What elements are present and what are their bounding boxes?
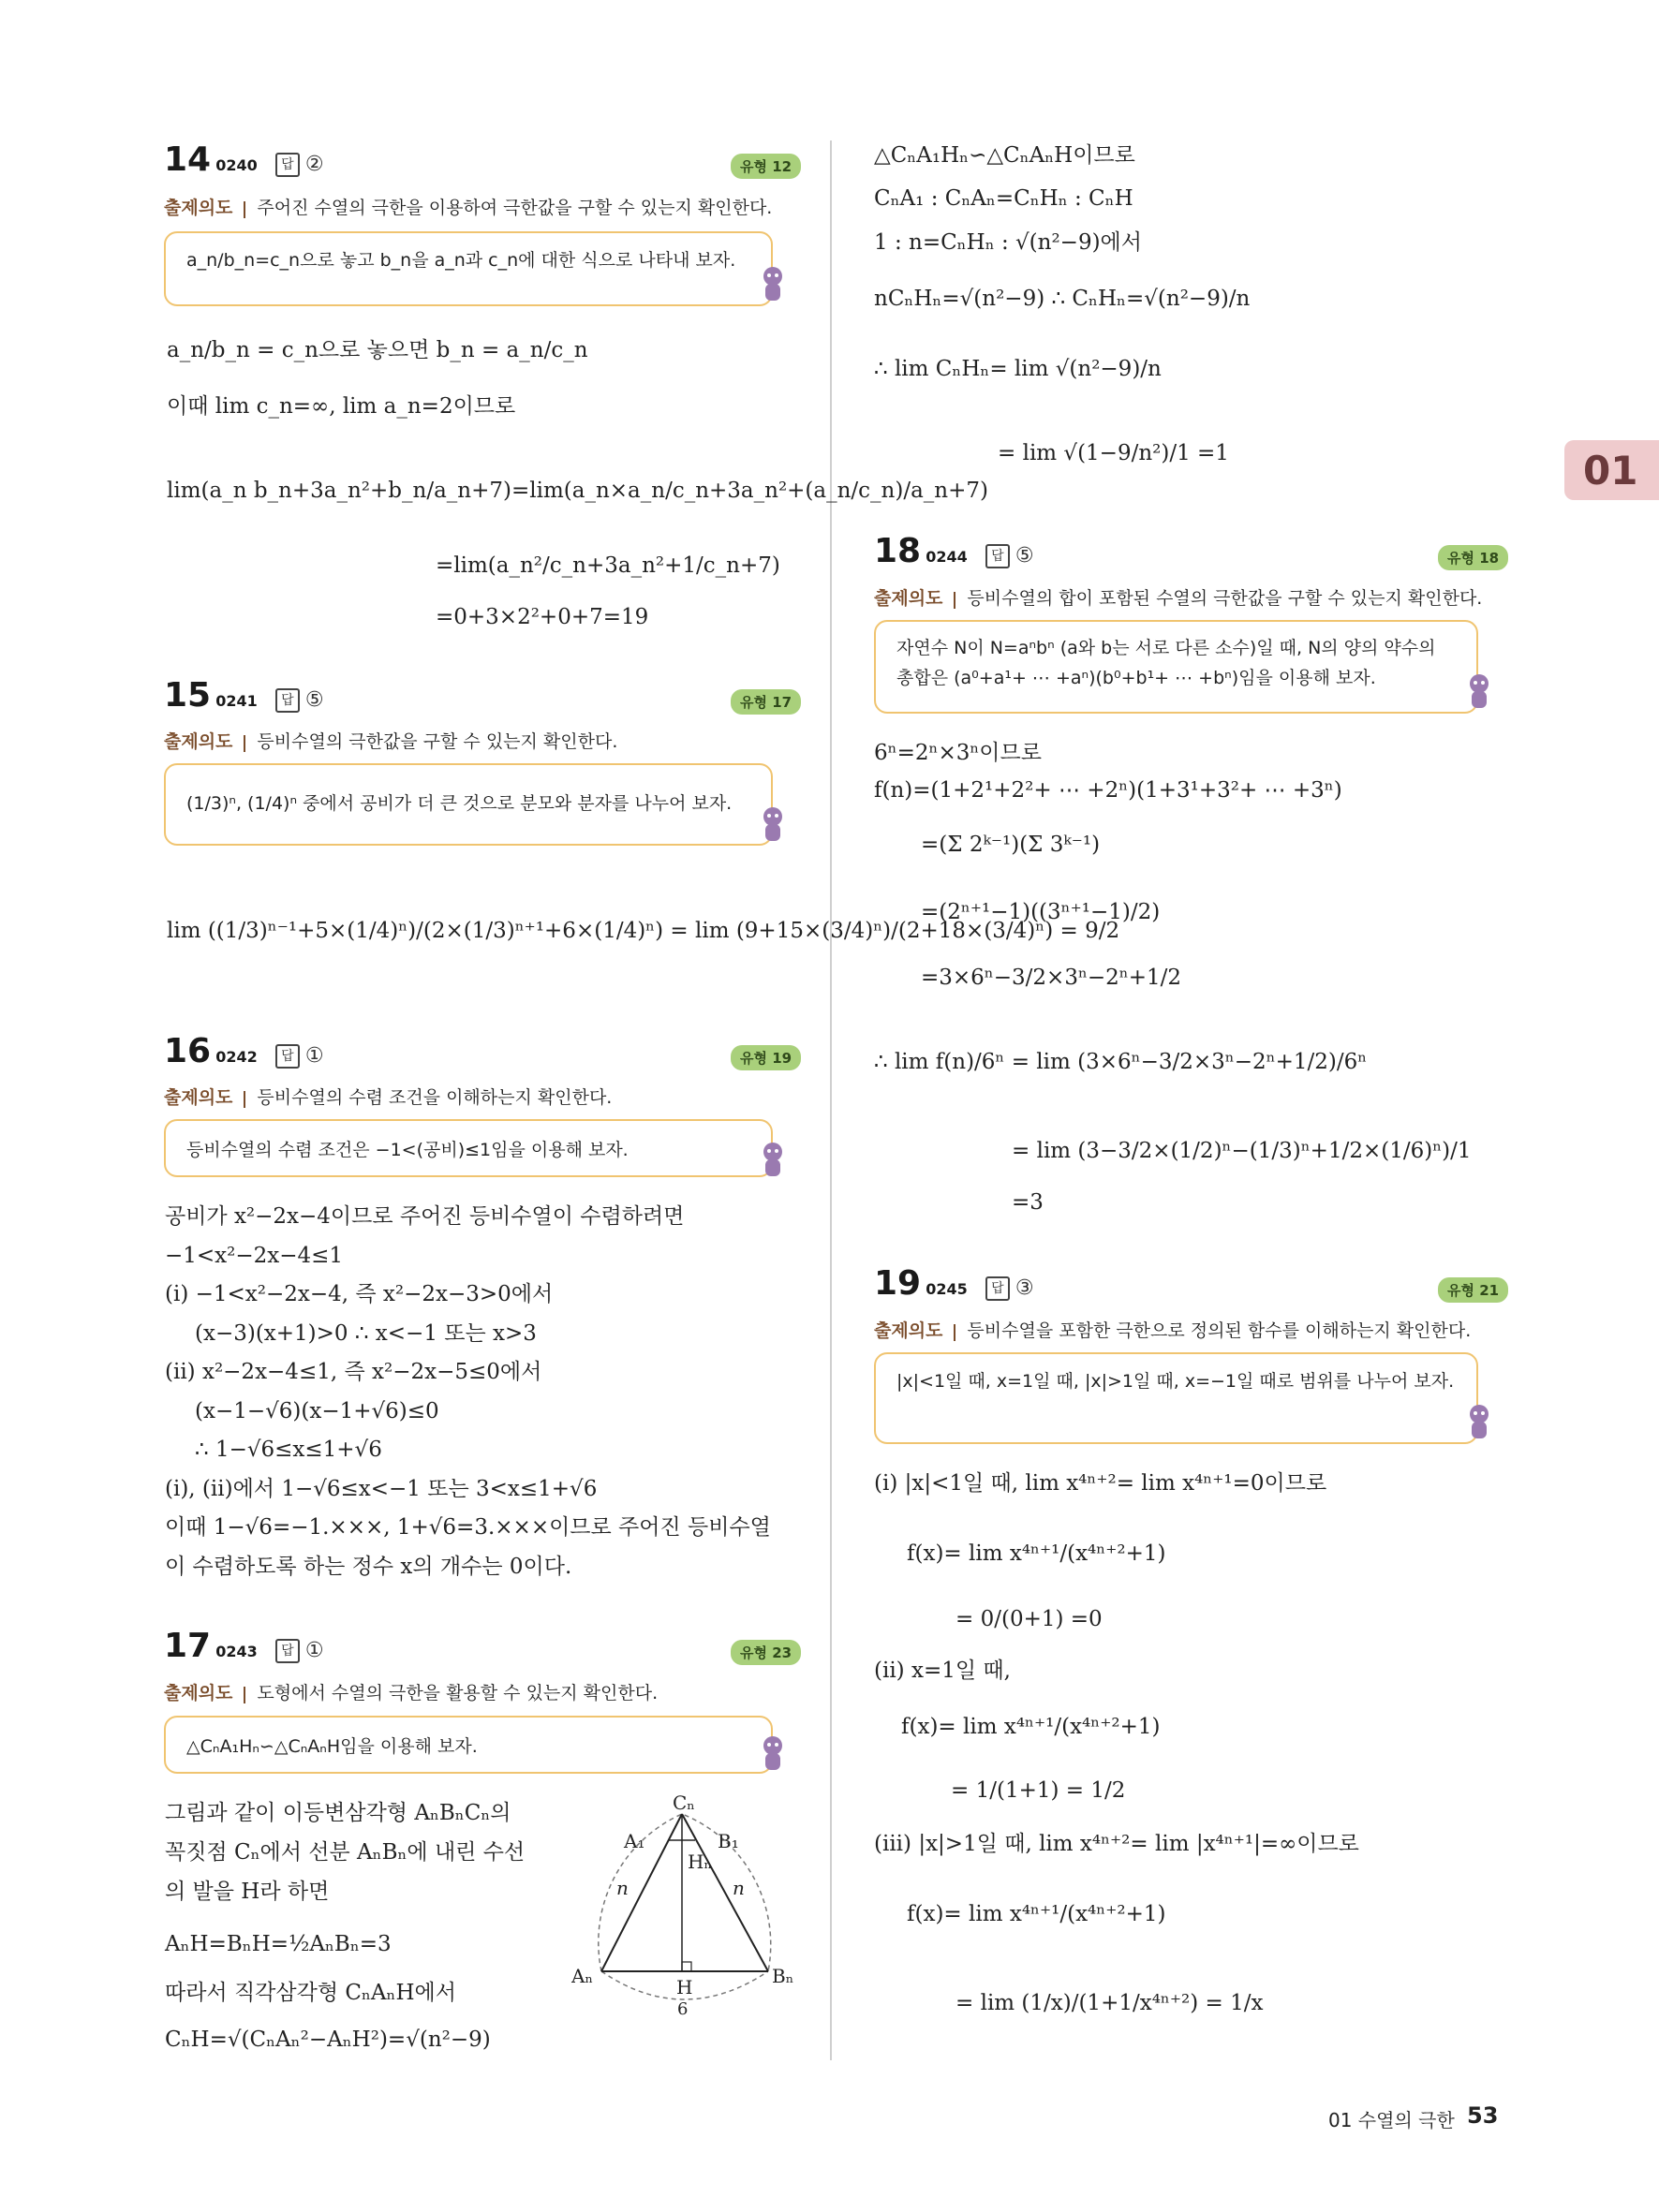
intent-label: 출제의도 [874, 588, 943, 609]
hint-text: 자연수 N이 N=aⁿbⁿ (a와 b는 서로 다른 소수)일 때, N의 양의 약수의 총합은 (a⁰+a¹+ ⋯ +aⁿ)(b⁰+b¹+ ⋯ +bⁿ)임을 이용해 보자. [896, 638, 1436, 689]
label-b1: B₁ [718, 1830, 739, 1852]
hint-text: 등비수열의 수렴 조건은 −1<(공비)≤1임을 이용해 보자. [186, 1140, 629, 1160]
hint-box [874, 620, 1478, 714]
p14-line-5: =0+3×2²+0+7=19 [436, 605, 649, 629]
p16-line-8: (i), (ii)에서 1−√6≤x<−1 또는 3<x≤1+√6 [165, 1477, 598, 1501]
p19-line-1: (i) |x|<1일 때, lim x⁴ⁿ⁺²= lim x⁴ⁿ⁺¹=0이므로 [874, 1471, 1327, 1496]
triangle-figure [571, 1793, 806, 2037]
mascot-icon [1463, 672, 1495, 714]
problem-code: 0243 [215, 1643, 258, 1660]
hint-box [164, 231, 773, 306]
problem-14-intent [164, 194, 772, 219]
p19-line-2: f(x)= lim x⁴ⁿ⁺¹/(x⁴ⁿ⁺²+1) [907, 1541, 1166, 1566]
type-badge: 유형 19 [731, 1045, 801, 1070]
label-right-base: Bₙ [772, 1965, 794, 1987]
p16-line-2: −1<x²−2x−4≤1 [165, 1244, 344, 1268]
p19-line-7: (iii) |x|>1일 때, lim x⁴ⁿ⁺²= lim |x⁴ⁿ⁺¹|=∞이므로 [874, 1832, 1359, 1856]
label-apex: Cₙ [673, 1793, 695, 1814]
p16-line-10: 이 수렴하도록 하는 정수 x의 개수는 0이다. [165, 1555, 572, 1579]
p16-line-1: 공비가 x²−2x−4이므로 주어진 등비수열이 수렴하려면 [165, 1204, 685, 1229]
answer-icon: 답 [275, 153, 300, 177]
p15-line-1: lim ((1/3)ⁿ⁻¹+5×(1/4)ⁿ)/(2×(1/3)ⁿ⁺¹+6×(1/4)ⁿ) = lim (9+15×(3/4)ⁿ)/(2+18×(3/4)ⁿ) = 9/2 [167, 919, 1120, 943]
label-a1: A₁ [624, 1830, 645, 1852]
label-foot: H [676, 1976, 693, 1998]
type-badge: 유형 17 [731, 689, 801, 715]
p17c-line-2: CₙA₁ : CₙAₙ=CₙHₙ : CₙH [874, 186, 1133, 211]
chapter-tab-label: 01 [1583, 448, 1638, 494]
footer-chapter: 01 수열의 극한 [1328, 2109, 1455, 2131]
p19-line-8: f(x)= lim x⁴ⁿ⁺¹/(x⁴ⁿ⁺²+1) [907, 1902, 1166, 1926]
p19-line-4: (ii) x=1일 때, [874, 1659, 1011, 1683]
mascot-icon [757, 1734, 789, 1776]
problem-number: 14 [164, 140, 212, 179]
problem-number: 19 [874, 1264, 922, 1303]
p16-line-3: (i) −1<x²−2x−4, 즉 x²−2x−3>0에서 [165, 1282, 554, 1306]
intent-text: 등비수열을 포함한 극한으로 정의된 함수를 이해하는지 확인한다. [967, 1320, 1472, 1341]
answer-icon: 답 [275, 1639, 300, 1663]
p18-line-4: =(2ⁿ⁺¹−1)((3ⁿ⁺¹−1)/2) [921, 900, 1161, 924]
p14-line-4: =lim(a_n²/c_n+3a_n²+1/c_n+7) [436, 553, 780, 578]
type-badge: 유형 12 [731, 154, 801, 179]
problem-code: 0244 [926, 548, 968, 566]
problem-14-header [164, 140, 324, 179]
answer-value: ① [304, 1044, 324, 1068]
hint-box [874, 1352, 1478, 1444]
problem-15-header [164, 676, 324, 715]
hint-box [164, 763, 773, 846]
label-side-right: n [733, 1877, 745, 1899]
p18-line-2: f(n)=(1+2¹+2²+ ⋯ +2ⁿ)(1+3¹+3²+ ⋯ +3ⁿ) [874, 778, 1342, 803]
p18-line-5: =3×6ⁿ−3/2×3ⁿ−2ⁿ+1/2 [921, 966, 1182, 990]
problem-18-header [874, 532, 1034, 570]
p17-line-3: 의 발을 H라 하면 [165, 1880, 330, 1904]
hint-box [164, 1716, 773, 1774]
page-number: 53 [1467, 2102, 1499, 2129]
p18-line-7: = lim (3−3/2×(1/2)ⁿ−(1/3)ⁿ+1/2×(1/6)ⁿ)/1 [1012, 1139, 1472, 1163]
mascot-icon [757, 805, 789, 847]
intent-text: 등비수열의 합이 포함된 수열의 극한값을 구할 수 있는지 확인한다. [967, 588, 1483, 609]
p16-line-6: (x−1−√6)(x−1+√6)≤0 [195, 1399, 439, 1423]
p17-line-4: AₙH=BₙH=½AₙBₙ=3 [165, 1932, 392, 1956]
problem-16-header [164, 1032, 324, 1070]
intent-label: 출제의도 [164, 731, 233, 752]
problem-15-intent [164, 728, 617, 753]
p16-line-5: (ii) x²−2x−4≤1, 즉 x²−2x−5≤0에서 [165, 1360, 542, 1384]
answer-value: ③ [1015, 1276, 1034, 1300]
problem-number: 16 [164, 1032, 212, 1070]
problem-18-intent [874, 584, 1482, 610]
hint-text: a_n/b_n=c_n으로 놓고 b_n을 a_n과 c_n에 대한 식으로 나타내 보자. [186, 250, 736, 271]
p19-line-6: = 1/(1+1) = 1/2 [951, 1778, 1126, 1803]
problem-17-header [164, 1627, 324, 1665]
problem-number: 18 [874, 532, 922, 570]
problem-19-header [874, 1264, 1034, 1303]
p16-line-4: (x−3)(x+1)>0 ∴ x<−1 또는 x>3 [195, 1321, 537, 1346]
hint-text: |x|<1일 때, x=1일 때, |x|>1일 때, x=−1일 때로 범위를 나누어 보자. [896, 1371, 1455, 1392]
column-divider [830, 140, 832, 2060]
hint-text: △CₙA₁Hₙ∽△CₙAₙH임을 이용해 보자. [186, 1736, 478, 1757]
intent-text: 등비수열의 수렴 조건을 이해하는지 확인한다. [257, 1087, 613, 1108]
p17c-line-6: = lim √(1−9/n²)/1 =1 [998, 441, 1229, 465]
p16-line-9: 이때 1−√6=−1.×××, 1+√6=3.×××이므로 주어진 등비수열 [165, 1515, 771, 1540]
intent-label: 출제의도 [164, 1683, 233, 1703]
p18-line-1: 6ⁿ=2ⁿ×3ⁿ이므로 [874, 741, 1042, 765]
mascot-icon [757, 265, 789, 306]
p17c-line-4: nCₙHₙ=√(n²−9) ∴ CₙHₙ=√(n²−9)/n [874, 287, 1251, 311]
problem-code: 0241 [215, 692, 258, 710]
p14-line-1: a_n/b_n = c_n으로 놓으면 b_n = a_n/c_n [167, 338, 588, 362]
type-badge: 유형 21 [1438, 1277, 1508, 1303]
problem-19-intent [874, 1317, 1471, 1342]
intent-text: 주어진 수열의 극한을 이용하여 극한값을 구할 수 있는지 확인한다. [257, 198, 773, 218]
intent-label: 출제의도 [874, 1320, 943, 1341]
p17c-line-3: 1 : n=CₙHₙ : √(n²−9)에서 [874, 230, 1142, 255]
answer-icon: 답 [275, 1044, 300, 1069]
answer-icon: 답 [985, 1276, 1010, 1301]
p18-line-8: =3 [1012, 1190, 1044, 1215]
problem-17-intent [164, 1679, 658, 1704]
p17-line-1: 그림과 같이 이등변삼각형 AₙBₙCₙ의 [165, 1801, 511, 1825]
intent-label: 출제의도 [164, 1087, 233, 1108]
answer-icon: 답 [275, 688, 300, 713]
label-left-base: Aₙ [571, 1965, 594, 1987]
p18-line-3: =(Σ 2ᵏ⁻¹)(Σ 3ᵏ⁻¹) [921, 833, 1101, 857]
intent-text: 등비수열의 극한값을 구할 수 있는지 확인한다. [257, 731, 618, 752]
answer-value: ② [304, 153, 324, 176]
problem-16-intent [164, 1084, 612, 1109]
p14-line-2: 이때 lim c_n=∞, lim a_n=2이므로 [167, 394, 516, 419]
problem-number: 15 [164, 676, 212, 715]
problem-code: 0242 [215, 1048, 258, 1066]
p19-line-3: = 0/(0+1) =0 [955, 1607, 1103, 1631]
answer-value: ⑤ [1015, 544, 1034, 568]
p14-line-3: lim(a_n b_n+3a_n²+b_n/a_n+7)=lim(a_n×a_n/c_n+3a_n²+(a_n/c_n)/a_n+7) [167, 479, 988, 503]
type-badge: 유형 23 [731, 1640, 801, 1665]
answer-value: ① [304, 1639, 324, 1662]
hint-box [164, 1119, 773, 1177]
p16-line-7: ∴ 1−√6≤x≤1+√6 [195, 1438, 382, 1462]
problem-code: 0245 [926, 1280, 968, 1298]
p18-line-6: ∴ lim f(n)/6ⁿ = lim (3×6ⁿ−3/2×3ⁿ−2ⁿ+1/2)/6ⁿ [874, 1050, 1368, 1074]
mascot-icon [1463, 1403, 1495, 1444]
p17-line-5: 따라서 직각삼각형 CₙAₙH에서 [165, 1981, 456, 2005]
p19-line-5: f(x)= lim x⁴ⁿ⁺¹/(x⁴ⁿ⁺²+1) [901, 1715, 1161, 1739]
intent-text: 도형에서 수열의 극한을 활용할 수 있는지 확인한다. [257, 1683, 659, 1703]
p17-line-2: 꼭짓점 Cₙ에서 선분 AₙBₙ에 내린 수선 [165, 1840, 526, 1865]
label-side-left: n [616, 1877, 629, 1899]
p17c-line-5: ∴ lim CₙHₙ= lim √(n²−9)/n [874, 357, 1162, 381]
p19-line-9: = lim (1/x)/(1+1/x⁴ⁿ⁺²) = 1/x [955, 1991, 1264, 2015]
label-hn: Hₙ [688, 1851, 713, 1873]
mascot-icon [757, 1141, 789, 1182]
answer-icon: 답 [985, 544, 1010, 568]
type-badge: 유형 18 [1438, 545, 1508, 570]
intent-label: 출제의도 [164, 198, 233, 218]
p17c-line-1: △CₙA₁Hₙ∽△CₙAₙH이므로 [874, 143, 1135, 168]
label-base-length: 6 [677, 1999, 689, 2019]
hint-text: (1/3)ⁿ, (1/4)ⁿ 중에서 공비가 더 큰 것으로 분모와 분자를 나누어 보자. [186, 793, 733, 814]
problem-code: 0240 [215, 156, 258, 174]
p17-line-6: CₙH=√(CₙAₙ²−AₙH²)=√(n²−9) [165, 2028, 491, 2052]
problem-number: 17 [164, 1627, 212, 1665]
answer-value: ⑤ [304, 688, 324, 712]
